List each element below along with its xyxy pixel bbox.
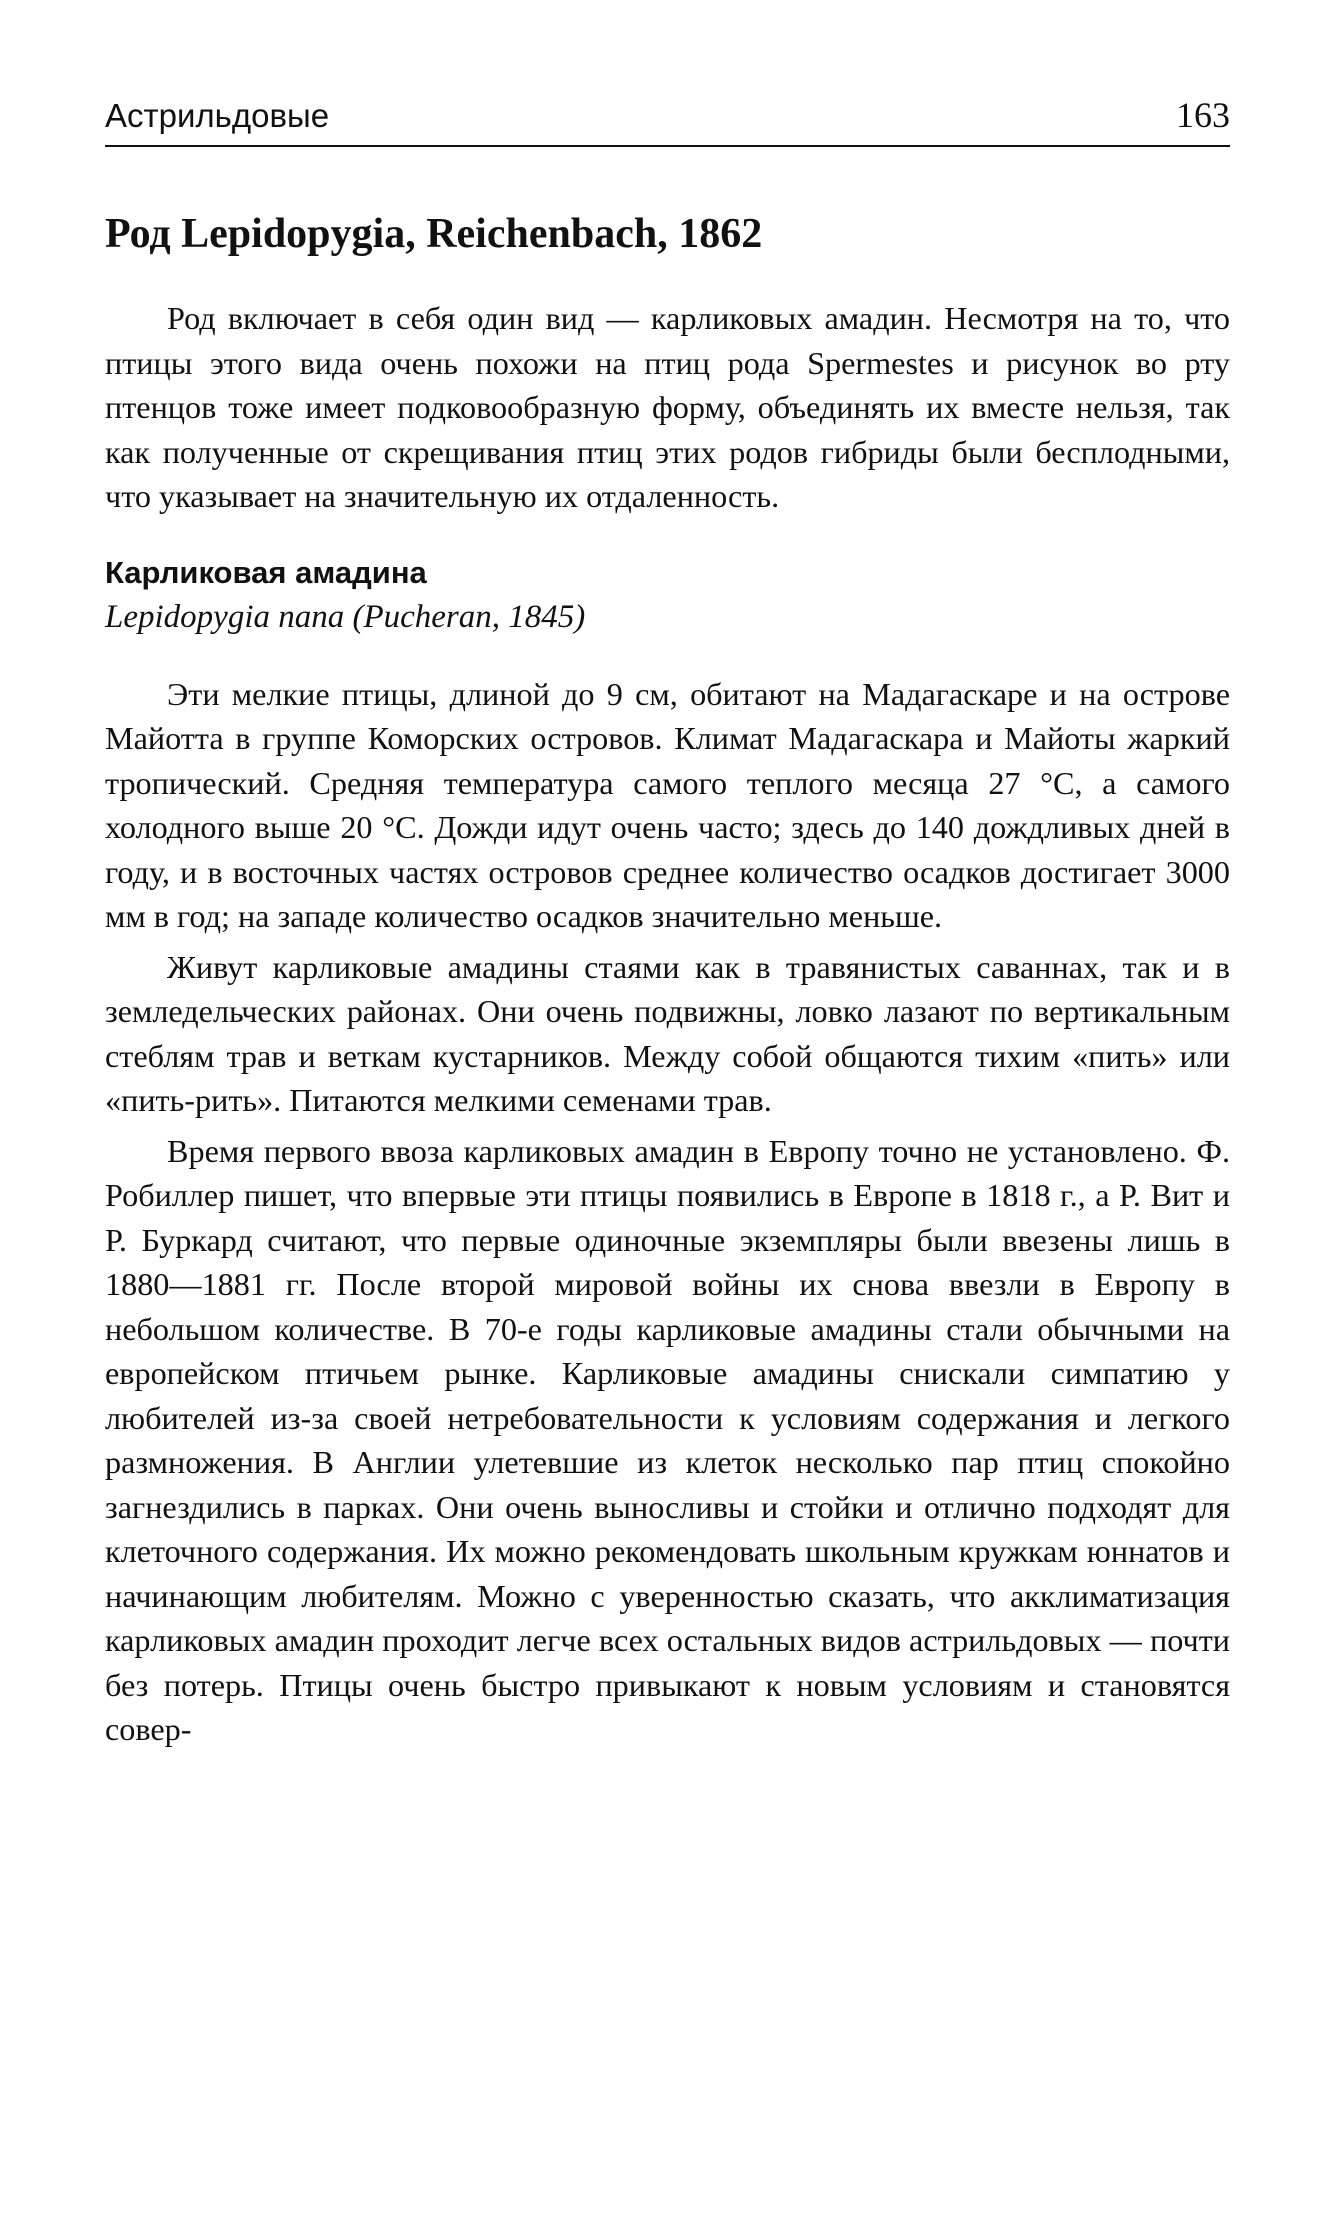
species-paragraph-habits: Живут карликовые амадины стаями как в травянистых саваннах, так и в земледельческих районах. Они очень подвижны, ловко лазают по вертикальным стеблям трав и веткам кустарников. Между собой общаются тихим «пить» или «пить-рить». Питаются мелкими семенами трав. [105,948,1230,1118]
genus-intro-paragraph: Род включает в себя один вид — карликовых амадин. Несмотря на то, что птицы этого вида очень похожи на птиц рода Spermestes и рисунок во рту птенцов тоже имеет подковообразную форму, объединять их вместе нельзя, так как полученные от скрещивания птиц этих родов гибриды были бесплодными, что указывает на значительную их отдаленность. [105,300,1230,514]
species-latin-name: Lepidopygia nana (Pucheran, 1845) [105,598,586,635]
page-number: 163 [1176,95,1230,135]
running-title: Астрильдовые [105,97,330,134]
book-page [105,95,1230,1752]
genus-heading: Род Lepidopygia, Reichenbach, 1862 [105,211,763,257]
species-heading-block [105,551,1230,639]
species-common-name: Карликовая амадина [105,554,427,590]
species-paragraph-history: Время первого ввоза карликовых амадин в Европу точно не установлено. Ф. Робиллер пишет, что впервые эти птицы появились в Европе в 1818 г., а Р. Вит и Р. Буркард считают, что первые одиночные экземпляры были ввезены лишь в 1880—1881 гг. После второй мировой войны их снова ввезли в Европу в небольшом количестве. В 70-е годы карликовые амадины стали обычными на европейском птичьем рынке. Карликовые амадины снискали симпатию у любителей из-за своей нетребовательности к условиям содержания и легкого размножения. В Англии улетевшие из клеток несколько пар птиц спокойно загнездились в парках. Они очень выносливы и стойки и отлично подходят для клеточного содержания. Их можно рекомендовать школьным кружкам юннатов и начинающим любителям. Можно с уверенностью сказать, что акклиматизация карликовых амадин проходит легче всех остальных видов астрильдовых — почти без потерь. Птицы очень быстро привыкают к новым условиям и становятся совер- [105,1132,1230,1747]
running-header [105,95,1230,147]
species-paragraph-range: Эти мелкие птицы, длиной до 9 см, обитают на Мадагаскаре и на острове Майотта в группе Коморских островов. Климат Мадагаскара и Майоты жаркий тропический. Средняя температура самого теплого месяца 27 °C, а самого холодного выше 20 °C. Дожди идут очень часто; здесь до 140 дождливых дней в году, и в восточных частях островов среднее количество осадков достигает 3000 мм в год; на западе количество осадков значительно меньше. [105,675,1230,934]
